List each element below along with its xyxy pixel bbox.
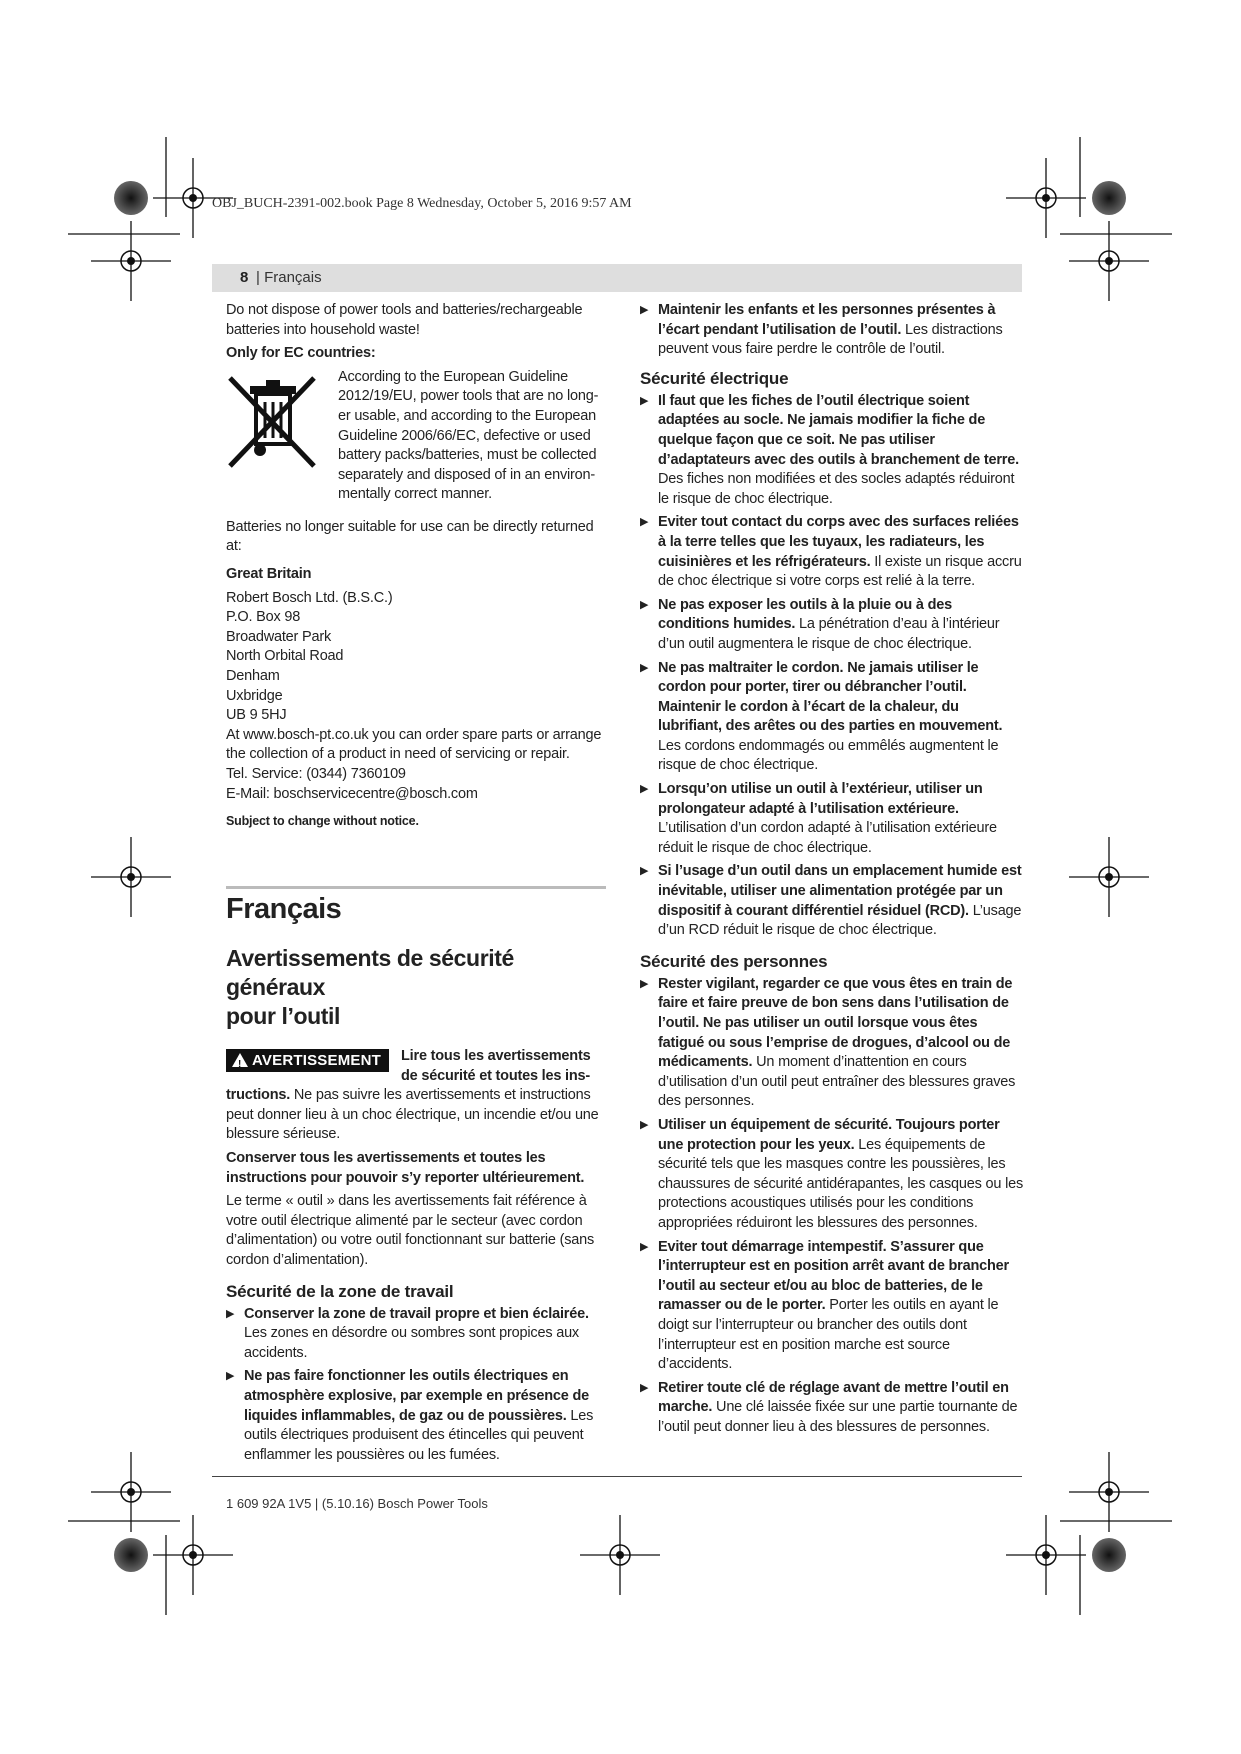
left-column — [226, 301, 606, 836]
ec-line: er usable, and according to the European — [338, 407, 597, 424]
tel-service: Tel. Service: (0344) 7360109 — [226, 765, 406, 782]
web-text: At www.bosch-pt.co.uk you can order spare parts or arrange the collection of a product in need of servicing or repair. — [226, 726, 602, 763]
list-item: ▶ Utiliser un équipement de sécurité. Toujours porter une protection pour les yeux. Les équipements de sécurité tels que les masques contre les poussières, les chaussures de sécurité antidérapantes, les casques ou les protections acoustiques utilisés pour les conditions appropriées réduiront les blessures des personnes. — [640, 1116, 1024, 1231]
page-language: | Français — [256, 269, 322, 286]
page-number: 8 — [240, 269, 249, 286]
ec-block — [226, 368, 606, 503]
warning-bold-lines: Lire tous les avertissements de sécurité et toutes les ins- — [401, 1048, 591, 1084]
list-item: ▶ Rester vigilant, regarder ce que vous êtes en train de faire et faire preuve de bon sens dans l’utilisation de l’outil. Ne pas utiliser un outil lorsque vous êtes fatigué ou sous l’emprise de drogues, d’alcool ou de médicaments. Un moment d’inattention en cours d’utilisation d’un outil peut entraîner des blessures graves des personnes. — [640, 975, 1016, 1110]
list-item: ▶ Il faut que les fiches de l’outil électrique soient adaptées au socle. Ne jamais modifier la fiche de quelque façon que ce soit. Ne pas utiliser d’adaptateurs avec des outils à branchement de terre. Des fiches non modifiées et des socles adaptés réduiront le risque de choc électrique. — [640, 392, 1019, 507]
warning-badge: ! AVERTISSEMENT — [226, 1049, 389, 1072]
bullet-icon: ▶ — [640, 516, 649, 529]
color-wheel-icon — [1092, 181, 1126, 215]
warning-triangle-icon: ! — [232, 1053, 248, 1067]
elec-title: Sécurité électrique — [640, 368, 789, 388]
subject-to-change: Subject to change without notice. — [226, 814, 419, 829]
ec-line: 2012/19/EU, power tools that are no long- — [338, 388, 599, 405]
address-block — [226, 589, 606, 726]
right-column — [640, 301, 1025, 1441]
ec-title: Only for EC countries: — [226, 345, 376, 362]
warning-block: ! AVERTISSEMENT Lire tous les avertissements de sécurité et toutes les ins- tructions. Ne pas suivre les avertissements et instructions peut donner lieu à un choc électrique, un incendie et/ou une blessure sérieuse. — [226, 1048, 599, 1143]
terme-outil: Le terme « outil » dans les avertissements fait référence à votre outil électrique alimenté par le secteur (avec cordon d’alimentation) ou votre outil fonctionnant sur batterie (sans cordon d’alimentation). — [226, 1193, 595, 1268]
address-line: UB 9 5HJ — [226, 707, 287, 724]
bullet-icon: ▶ — [640, 783, 649, 796]
list-item: ▶ Ne pas maltraiter le cordon. Ne jamais utiliser le cordon pour porter, tirer ou débrancher l’outil. Maintenir le cordon à l’écart de la chaleur, du lubrifiant, des arêtes ou des parties en mouvement. Les cordons endommagés ou emmêlés augmentent le risque de choc électrique. — [640, 659, 1003, 774]
bullet-icon: ▶ — [640, 1118, 649, 1131]
page-header-bar — [212, 264, 1022, 292]
ec-line: separately and disposed of in an environ- — [338, 466, 595, 483]
bullet-icon: ▶ — [640, 1240, 649, 1253]
zone-title: Sécurité de la zone de travail — [226, 1281, 454, 1301]
safety-warnings-title: Avertissements de sécurité généraux pour l’outil — [226, 945, 514, 1029]
bullet-icon: ▶ — [640, 1381, 649, 1394]
bullet-icon: ▶ — [640, 598, 649, 611]
list-item: ▶ Lorsqu’on utilise un outil à l’extérieur, utiliser un prolongateur adapté à l’utilisation extérieure. L’utilisation d’un cordon adapté à l’utilisation extérieure réduit le risque de choc électrique. — [640, 781, 997, 856]
address-line: Uxbridge — [226, 687, 283, 704]
ec-line: According to the European Guideline — [338, 368, 568, 385]
bullet-icon: ▶ — [640, 661, 649, 674]
bullet-icon: ▶ — [226, 1307, 235, 1320]
list-item: ▶ Retirer toute clé de réglage avant de mettre l’outil en marche. Une clé laissée fixée sur une partie tournante de l’outil peut donner lieu à des blessures de personnes. — [640, 1379, 1018, 1435]
batteries-return: Batteries no longer suitable for use can be directly returned at: — [226, 518, 594, 555]
color-wheel-icon — [114, 181, 148, 215]
list-item: ▶ Maintenir les enfants et les personnes présentes à l’écart pendant l’utilisation de l’outil. Les distractions peuvent vous faire perdre le contrôle de l’outil. — [640, 302, 1003, 358]
personnes-title: Sécurité des personnes — [640, 951, 828, 971]
footer-text: 1 609 92A 1V5 | (5.10.16) Bosch Power Tools — [226, 1496, 488, 1511]
gb-title: Great Britain — [226, 565, 312, 582]
email: E-Mail: boschservicecentre@bosch.com — [226, 785, 478, 802]
conserver-instructions: Conserver tous les avertissements et toutes les instructions pour pouvoir s’y reporter ultérieurement. — [226, 1149, 585, 1186]
list-item: ▶ Ne pas faire fonctionner les outils électriques en atmosphère explosive, par exemple en présence de liquides inflammables, de gaz ou de poussières. Les outils électriques produisent des étincelles qui peuvent enflammer les poussières ou les fumées. — [226, 1368, 594, 1463]
ec-line: mentally correct manner. — [338, 486, 492, 503]
address-line: P.O. Box 98 — [226, 609, 301, 626]
section-rule — [226, 886, 606, 889]
list-item: ▶ Si l’usage d’un outil dans un emplacement humide est inévitable, utiliser une alimentation protégée par un dispositif à courant différentiel résiduel (RCD). L’usage d’un RCD réduit le risque de choc électrique. — [640, 863, 1022, 939]
crossed-bin-icon — [226, 372, 316, 472]
color-wheel-icon — [114, 1538, 148, 1572]
bullet-icon: ▶ — [640, 865, 649, 878]
address-line: North Orbital Road — [226, 648, 344, 665]
bullet-icon: ▶ — [640, 304, 649, 316]
footer-rule — [212, 1476, 1022, 1477]
list-item: ▶ Eviter tout contact du corps avec des surfaces reliées à la terre telles que les tuyaux, les radiateurs, les cuisinières et les réfrigérateurs. Il existe un risque accru de choc électrique si votre corps est relié à la terre. — [640, 514, 1022, 590]
list-item: ▶ Conserver la zone de travail propre et bien éclairée. Les zones en désordre ou sombres sont propices aux accidents. — [226, 1305, 589, 1361]
ec-line: Guideline 2006/66/EC, defective or used — [338, 427, 591, 444]
color-wheel-icon — [1092, 1538, 1126, 1572]
address-line: Broadwater Park — [226, 628, 331, 645]
list-item: ▶ Eviter tout démarrage intempestif. S’assurer que l’interrupteur est en position arrêt avant de brancher l’outil au secteur et/ou au bloc de batteries, de le ramasser ou de le porter. Porter les outils en ayant le doigt sur l’interrupteur ou brancher des outils dont l’interrupteur est en position marche est source d’accidents. — [640, 1238, 1009, 1373]
bullet-icon: ▶ — [640, 394, 649, 407]
file-header: OBJ_BUCH-2391-002.book Page 8 Wednesday, October 5, 2016 9:57 AM — [212, 196, 632, 211]
disposal-intro: Do not dispose of power tools and batteries/rechargeable batteries into household waste! — [226, 302, 583, 338]
address-line: Denham — [226, 667, 280, 684]
address-line: Robert Bosch Ltd. (B.S.C.) — [226, 589, 393, 606]
ec-line: battery packs/batteries, must be collected — [338, 447, 597, 464]
bullet-icon: ▶ — [226, 1370, 235, 1383]
list-item: ▶ Ne pas exposer les outils à la pluie ou à des conditions humides. La pénétration d’eau à l’intérieur d’un outil augmentera le risque de choc électrique. — [640, 596, 1000, 652]
bullet-icon: ▶ — [640, 977, 649, 990]
section-title-francais: Français — [226, 893, 342, 925]
left-column-french — [226, 892, 606, 1469]
